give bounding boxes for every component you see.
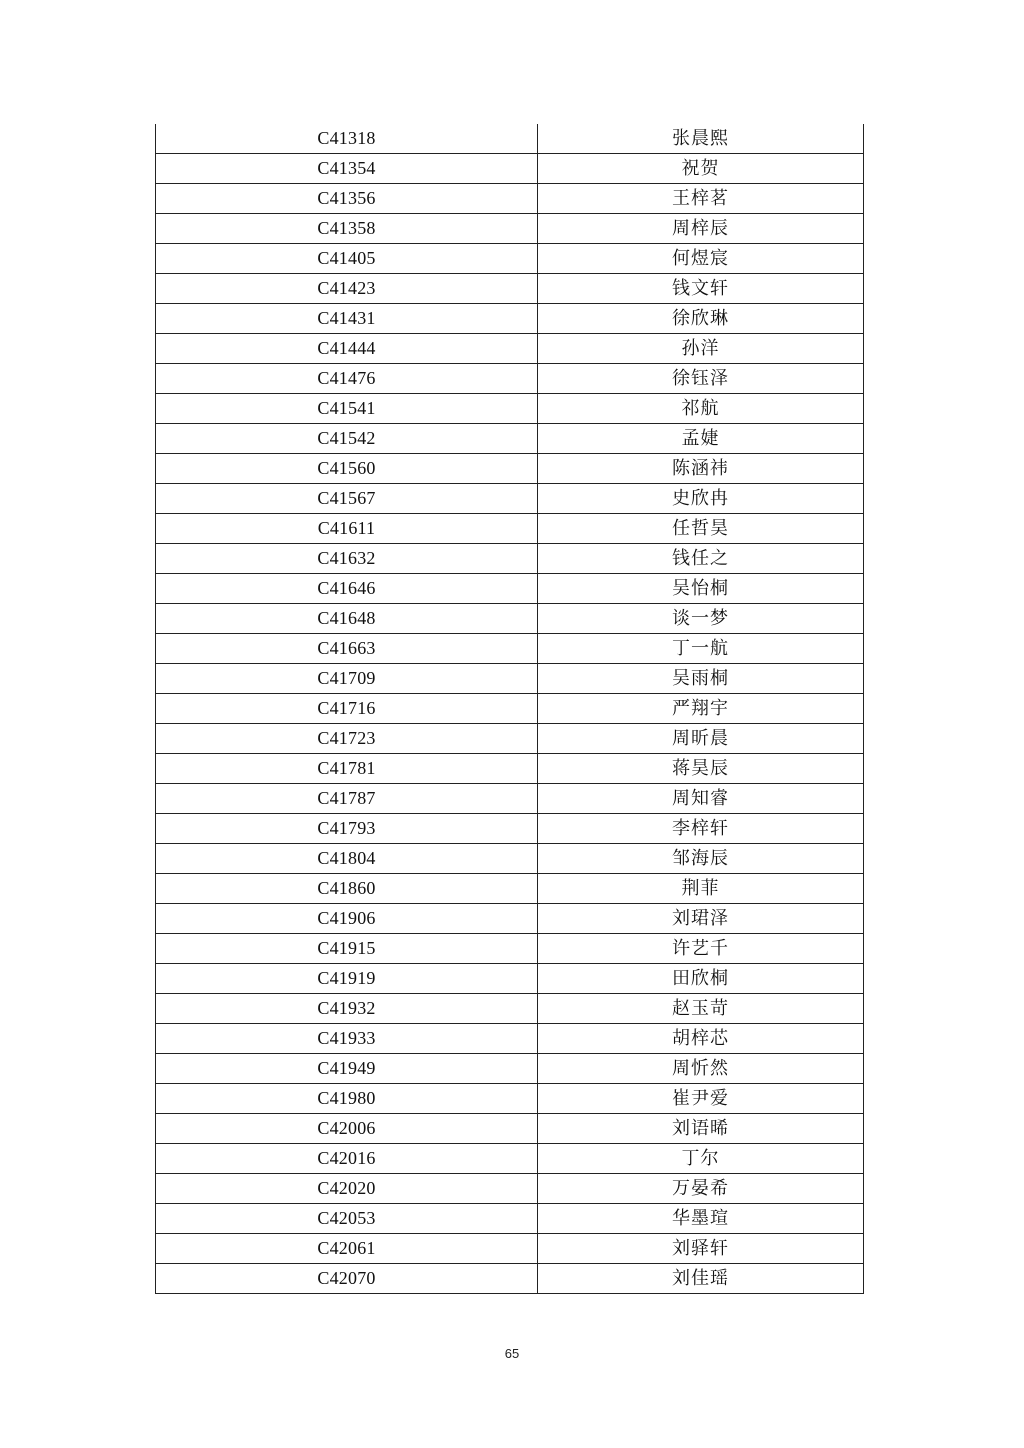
candidate-name-cell: 丁尔 bbox=[538, 1144, 864, 1174]
roster-table-body bbox=[156, 124, 864, 1294]
table-row bbox=[156, 664, 864, 694]
candidate-code-cell: C41949 bbox=[156, 1054, 538, 1084]
table-row bbox=[156, 1144, 864, 1174]
table-row bbox=[156, 424, 864, 454]
candidate-name-cell: 钱文轩 bbox=[538, 274, 864, 304]
candidate-name-cell: 周忻然 bbox=[538, 1054, 864, 1084]
candidate-code-cell: C41632 bbox=[156, 544, 538, 574]
candidate-name-cell: 严翔宇 bbox=[538, 694, 864, 724]
candidate-name-cell: 周梓辰 bbox=[538, 214, 864, 244]
candidate-code-cell: C41804 bbox=[156, 844, 538, 874]
candidate-code-cell: C41431 bbox=[156, 304, 538, 334]
candidate-code-cell: C41423 bbox=[156, 274, 538, 304]
table-row bbox=[156, 874, 864, 904]
candidate-code-cell: C41919 bbox=[156, 964, 538, 994]
candidate-name-cell: 刘佳瑶 bbox=[538, 1264, 864, 1294]
candidate-name-cell: 王梓茗 bbox=[538, 184, 864, 214]
candidate-code-cell: C41541 bbox=[156, 394, 538, 424]
candidate-name-cell: 刘驿轩 bbox=[538, 1234, 864, 1264]
candidate-code-cell: C41476 bbox=[156, 364, 538, 394]
table-row bbox=[156, 784, 864, 814]
table-row bbox=[156, 724, 864, 754]
candidate-code-cell: C41932 bbox=[156, 994, 538, 1024]
table-row bbox=[156, 1234, 864, 1264]
table-row bbox=[156, 814, 864, 844]
candidate-code-cell: C42070 bbox=[156, 1264, 538, 1294]
candidate-code-cell: C41933 bbox=[156, 1024, 538, 1054]
table-row bbox=[156, 934, 864, 964]
candidate-name-cell: 蒋昊辰 bbox=[538, 754, 864, 784]
table-row bbox=[156, 394, 864, 424]
candidate-code-cell: C41560 bbox=[156, 454, 538, 484]
candidate-name-cell: 陈涵祎 bbox=[538, 454, 864, 484]
candidate-code-cell: C41793 bbox=[156, 814, 538, 844]
table-row bbox=[156, 904, 864, 934]
candidate-code-cell: C41723 bbox=[156, 724, 538, 754]
candidate-name-cell: 崔尹爱 bbox=[538, 1084, 864, 1114]
candidate-name-cell: 徐欣琳 bbox=[538, 304, 864, 334]
candidate-code-cell: C41356 bbox=[156, 184, 538, 214]
candidate-code-cell: C42061 bbox=[156, 1234, 538, 1264]
candidate-name-cell: 孙洋 bbox=[538, 334, 864, 364]
candidate-name-cell: 任哲昊 bbox=[538, 514, 864, 544]
roster-table-container bbox=[155, 124, 863, 1294]
candidate-code-cell: C41542 bbox=[156, 424, 538, 454]
table-row bbox=[156, 604, 864, 634]
table-row bbox=[156, 1084, 864, 1114]
table-row bbox=[156, 124, 864, 154]
roster-table bbox=[155, 124, 864, 1294]
table-row bbox=[156, 1024, 864, 1054]
candidate-code-cell: C41709 bbox=[156, 664, 538, 694]
table-row bbox=[156, 844, 864, 874]
candidate-code-cell: C41787 bbox=[156, 784, 538, 814]
candidate-code-cell: C41980 bbox=[156, 1084, 538, 1114]
candidate-code-cell: C42016 bbox=[156, 1144, 538, 1174]
table-row bbox=[156, 1054, 864, 1084]
candidate-code-cell: C41915 bbox=[156, 934, 538, 964]
table-row bbox=[156, 964, 864, 994]
table-row bbox=[156, 1174, 864, 1204]
candidate-name-cell: 万晏希 bbox=[538, 1174, 864, 1204]
candidate-code-cell: C41567 bbox=[156, 484, 538, 514]
table-row bbox=[156, 274, 864, 304]
candidate-code-cell: C41663 bbox=[156, 634, 538, 664]
candidate-name-cell: 祝贺 bbox=[538, 154, 864, 184]
candidate-code-cell: C41611 bbox=[156, 514, 538, 544]
candidate-name-cell: 赵玉苛 bbox=[538, 994, 864, 1024]
candidate-code-cell: C41716 bbox=[156, 694, 538, 724]
candidate-name-cell: 谈一梦 bbox=[538, 604, 864, 634]
table-row bbox=[156, 574, 864, 604]
candidate-code-cell: C41648 bbox=[156, 604, 538, 634]
table-row bbox=[156, 514, 864, 544]
candidate-code-cell: C41354 bbox=[156, 154, 538, 184]
table-row bbox=[156, 544, 864, 574]
candidate-name-cell: 何煜宸 bbox=[538, 244, 864, 274]
candidate-code-cell: C42006 bbox=[156, 1114, 538, 1144]
table-row bbox=[156, 364, 864, 394]
candidate-name-cell: 刘语晞 bbox=[538, 1114, 864, 1144]
table-row bbox=[156, 994, 864, 1024]
candidate-name-cell: 周知睿 bbox=[538, 784, 864, 814]
table-row bbox=[156, 634, 864, 664]
candidate-code-cell: C41405 bbox=[156, 244, 538, 274]
candidate-name-cell: 周昕晨 bbox=[538, 724, 864, 754]
table-row bbox=[156, 454, 864, 484]
candidate-name-cell: 张晨熙 bbox=[538, 124, 864, 154]
candidate-code-cell: C42053 bbox=[156, 1204, 538, 1234]
candidate-name-cell: 吴怡桐 bbox=[538, 574, 864, 604]
table-row bbox=[156, 1114, 864, 1144]
table-row bbox=[156, 754, 864, 784]
table-row bbox=[156, 244, 864, 274]
table-row bbox=[156, 1264, 864, 1294]
candidate-name-cell: 荆菲 bbox=[538, 874, 864, 904]
table-row bbox=[156, 154, 864, 184]
candidate-name-cell: 华墨瑄 bbox=[538, 1204, 864, 1234]
candidate-name-cell: 徐钰泽 bbox=[538, 364, 864, 394]
candidate-name-cell: 胡梓芯 bbox=[538, 1024, 864, 1054]
table-row bbox=[156, 184, 864, 214]
table-row bbox=[156, 334, 864, 364]
candidate-name-cell: 祁航 bbox=[538, 394, 864, 424]
table-row bbox=[156, 694, 864, 724]
table-row bbox=[156, 214, 864, 244]
candidate-name-cell: 丁一航 bbox=[538, 634, 864, 664]
candidate-name-cell: 邹海辰 bbox=[538, 844, 864, 874]
candidate-name-cell: 吴雨桐 bbox=[538, 664, 864, 694]
table-row bbox=[156, 1204, 864, 1234]
candidate-code-cell: C41860 bbox=[156, 874, 538, 904]
candidate-name-cell: 刘珺泽 bbox=[538, 904, 864, 934]
candidate-code-cell: C41444 bbox=[156, 334, 538, 364]
candidate-code-cell: C41646 bbox=[156, 574, 538, 604]
candidate-name-cell: 李梓轩 bbox=[538, 814, 864, 844]
candidate-code-cell: C41781 bbox=[156, 754, 538, 784]
candidate-code-cell: C41358 bbox=[156, 214, 538, 244]
candidate-code-cell: C41906 bbox=[156, 904, 538, 934]
candidate-code-cell: C42020 bbox=[156, 1174, 538, 1204]
candidate-name-cell: 史欣冉 bbox=[538, 484, 864, 514]
page-number: 65 bbox=[504, 1346, 520, 1361]
table-row bbox=[156, 304, 864, 334]
candidate-name-cell: 钱任之 bbox=[538, 544, 864, 574]
candidate-name-cell: 许艺千 bbox=[538, 934, 864, 964]
candidate-name-cell: 孟婕 bbox=[538, 424, 864, 454]
table-row bbox=[156, 484, 864, 514]
candidate-code-cell: C41318 bbox=[156, 124, 538, 154]
candidate-name-cell: 田欣桐 bbox=[538, 964, 864, 994]
